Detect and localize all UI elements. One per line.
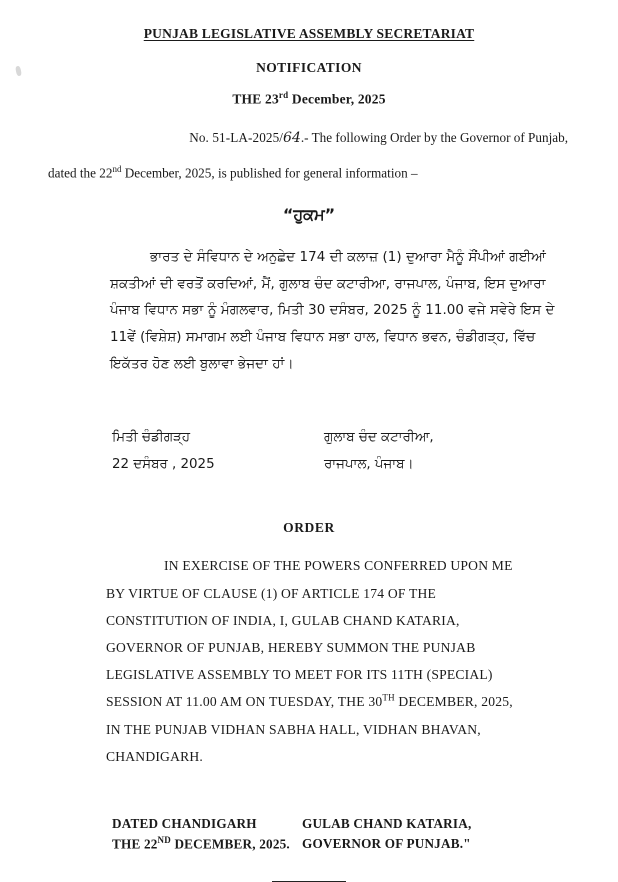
punjabi-date-line: 22 ਦਸੰਬਰ , 2025 <box>112 456 215 472</box>
punjabi-place-line: ਮਿਤੀ ਚੰਡੀਗੜ੍ਹ <box>112 429 191 445</box>
footer-signatory-name: GULAB CHAND KATARIA, <box>302 815 472 831</box>
dated-prefix: dated the 22 <box>48 164 113 180</box>
notification-label: NOTIFICATION <box>256 60 362 75</box>
punjabi-signature-left <box>48 425 294 479</box>
footer-dated-line1: DATED CHANDIGARH <box>112 815 257 831</box>
footer-signatory-designation: GOVERNOR OF PUNJAB." <box>302 836 471 852</box>
order-body <box>106 552 524 770</box>
punjabi-signatory-designation: ਰਾਜਪਾਲ, ਪੰਜਾਬ। <box>324 456 414 472</box>
footer-dated-ordinal: ND <box>157 835 171 846</box>
date-heading-ordinal: rd <box>278 90 289 100</box>
date-heading-prefix: THE 23 <box>232 91 279 107</box>
notification-date-heading <box>48 90 570 108</box>
date-heading-suffix: December, 2025 <box>288 91 386 107</box>
notification-number-handwritten: 64 <box>283 129 301 146</box>
notification-number-prefix: No. 51-LA-2025/ <box>189 129 284 145</box>
footer-dated-prefix: THE 22 <box>112 836 158 852</box>
footer-dated-block <box>48 814 298 855</box>
page-title: PUNJAB LEGISLATIVE ASSEMBLY SECRETARIAT <box>143 26 475 41</box>
order-title: ORDER <box>283 520 335 536</box>
notification-number-suffix: .- The following Order by the Governor of Punjab, <box>300 129 568 145</box>
punjabi-signature-right <box>294 425 570 479</box>
footer-dated-suffix: DECEMBER, 2025. <box>170 836 290 852</box>
punjabi-signatory-name: ਗੁਲਾਬ ਚੰਦ ਕਟਾਰੀਆ, <box>324 429 434 445</box>
dated-ordinal: nd <box>112 163 122 174</box>
order-body-text-rest: DECEMBER, 2025, IN THE PUNJAB VIDHAN SABHA HALL, VIDHAN BHAVAN, CHANDIGARH. <box>106 694 513 764</box>
punjabi-order-paragraph <box>110 245 560 379</box>
order-body-text: IN EXERCISE OF THE POWERS CONFERRED UPON ME BY VIRTUE OF CLAUSE (1) OF ARTICLE 174 OF THE CONSTITUTION OF INDIA, I, GULAB CHAND KATARIA, GOVERNOR OF PUNJAB, HEREBY SUMMON THE PUNJAB LEGISLATIVE ASSEMBLY TO MEET FOR ITS 11TH (SPECIAL) SESSION AT 11.00 AM ON TUESDAY, THE 30 <box>106 558 513 710</box>
footer-signatory-block <box>298 814 570 855</box>
punjabi-order-text: ਭਾਰਤ ਦੇ ਸੰਵਿਧਾਨ ਦੇ ਅਨੁਛੇਦ 174 ਦੀ ਕਲਾਜ਼ (1) ਦੁਆਰਾ ਮੈਨੂੰ ਸੌਂਪੀਆਂ ਗਈਆਂ ਸ਼ਕਤੀਆਂ ਦੀ ਵਰਤੋਂ ਕਰਦਿਆਂ, ਮੈਂ, ਗੁਲਾਬ ਚੰਦ ਕਟਾਰੀਆ, ਰਾਜਪਾਲ, ਪੰਜਾਬ, ਇਸ ਦੁਆਰਾ ਪੰਜਾਬ ਵਿਧਾਨ ਸਭਾ ਨੂੰ ਮੰਗਲਵਾਰ, ਮਿਤੀ 30 ਦਸੰਬਰ, 2025 ਨੂੰ 11.00 ਵਜੇ ਸਵੇਰੇ ਇਸ ਦੇ 11ਵੇਂ (ਵਿਸ਼ੇਸ਼) ਸਮਾਗਮ ਲਈ ਪੰਜਾਬ ਵਿਧਾਨ ਸਭਾ ਹਾਲ, ਵਿਧਾਨ ਭਵਨ, ਚੰਡੀਗੜ੍ਹ, ਵਿੱਚ ਇਕੱਤਰ ਹੋਣ ਲਈ ਬੁਲਾਵਾ ਭੇਜਦਾ ਹਾਂ। <box>110 249 555 372</box>
page-artifact-smudge <box>15 66 22 77</box>
punjabi-signature-block <box>48 425 570 479</box>
footer-dated-line2 <box>112 834 298 855</box>
notification-number-line <box>48 128 568 149</box>
notification-dated-line <box>48 163 570 183</box>
order-body-ordinal: TH <box>382 692 395 703</box>
dated-suffix: December, 2025, is published for general information – <box>121 164 418 180</box>
hukam-title: “ਹੁਕਮ” <box>282 204 336 224</box>
order-footer <box>48 814 570 855</box>
